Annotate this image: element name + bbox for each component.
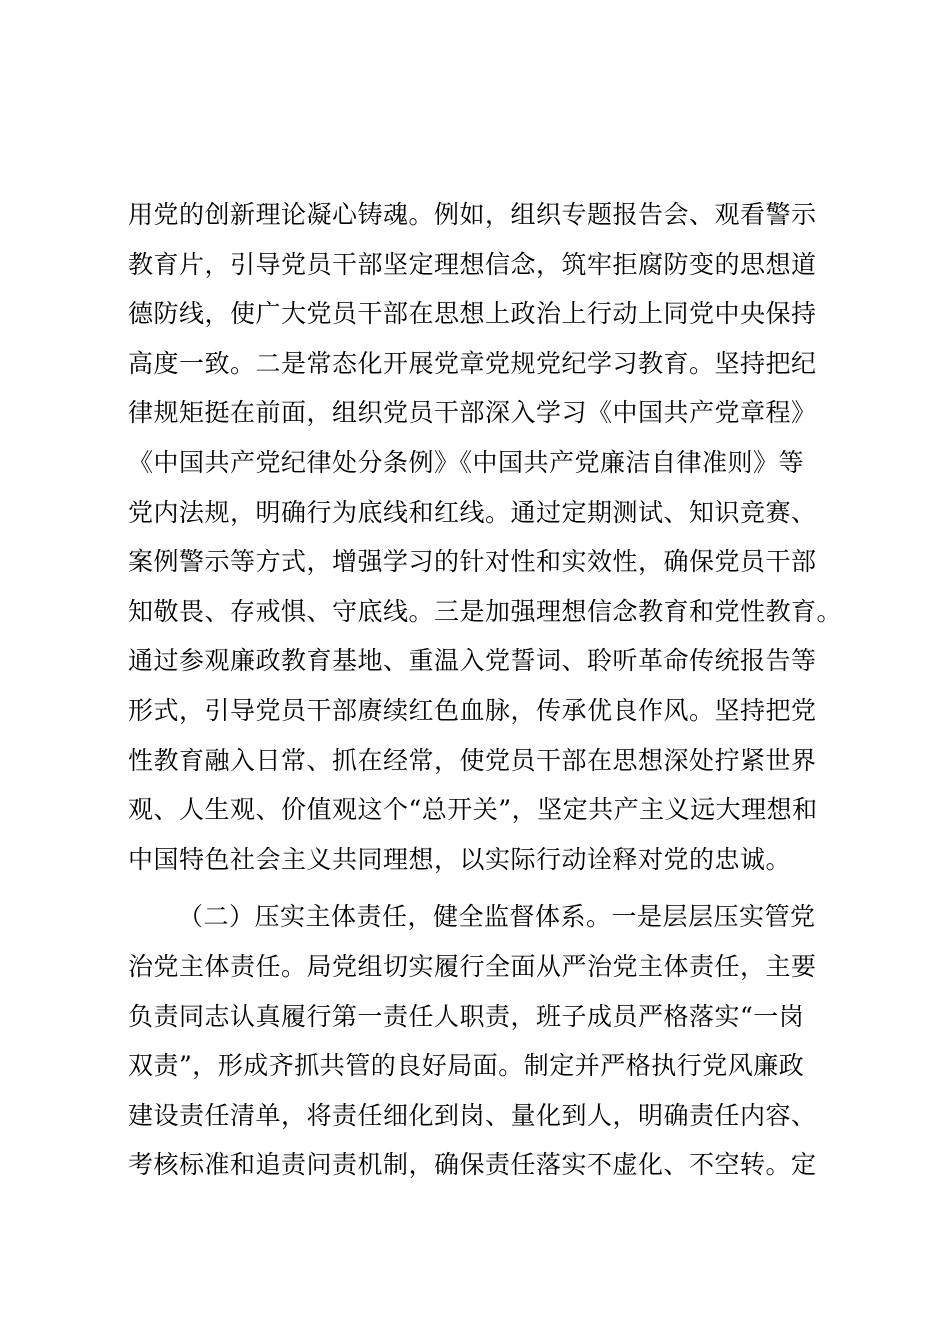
text-line: 德防线，使广大党员干部在思想上政治上行动上同党中央保持 [128, 299, 817, 329]
text-line: 律规矩挺在前面，组织党员干部深入学习《中国共产党章程》 [128, 398, 817, 428]
text-line: 中国特色社会主义共同理想，以实际行动诠释对党的忠诚。 [128, 844, 792, 874]
text-line: 治党主体责任。局党组切实履行全面从严治党主体责任，主要 [128, 951, 817, 981]
paragraph-2 [128, 892, 828, 1190]
paragraph-gap [128, 884, 828, 892]
text-line: 形式，引导党员干部赓续红色血脉，传承优良作风。坚持把党 [128, 695, 817, 725]
paragraph-1 [128, 190, 843, 884]
text-line: 建设责任清单，将责任细化到岗、量化到人，明确责任内容、 [128, 1100, 817, 1130]
text-line: 负责同志认真履行第一责任人职责，班子成员严格落实“一岗 [128, 1001, 805, 1031]
text-line: 双责”，形成齐抓共管的良好局面。制定并严格执行党风廉政 [128, 1051, 805, 1081]
text-line: 观、人生观、价值观这个“总开关”，坚定共产主义远大理想和 [128, 795, 818, 825]
text-line: 用党的创新理论凝心铸魂。例如，组织专题报告会、观看警示 [128, 200, 817, 229]
text-line: 性教育融入日常、抓在经常，使党员干部在思想深处拧紧世界 [128, 745, 817, 775]
text-line: 党内法规，明确行为底线和红线。通过定期测试、知识竞赛、 [128, 497, 817, 527]
text-line-indented: （二）压实主体责任，健全监督体系。一是层层压实管党 [178, 902, 816, 932]
text-line: 案例警示等方式，增强学习的针对性和实效性，确保党员干部 [128, 547, 817, 577]
text-line: 高度一致。二是常态化开展党章党规党纪学习教育。坚持把纪 [128, 348, 817, 378]
text-line: 教育片，引导党员干部坚定理想信念，筑牢拒腐防变的思想道 [128, 249, 817, 279]
body-text [128, 190, 843, 1190]
text-line: 通过参观廉政教育基地、重温入党誓词、聆听革命传统报告等 [128, 646, 817, 676]
text-line: 《中国共产党纪律处分条例》《中国共产党廉洁自律准则》等 [128, 447, 805, 477]
text-line: 知敬畏、存戒惧、守底线。三是加强理想信念教育和党性教育。 [128, 596, 843, 626]
text-line: 考核标准和追责问责机制，确保责任落实不虚化、不空转。定 [128, 1150, 817, 1180]
